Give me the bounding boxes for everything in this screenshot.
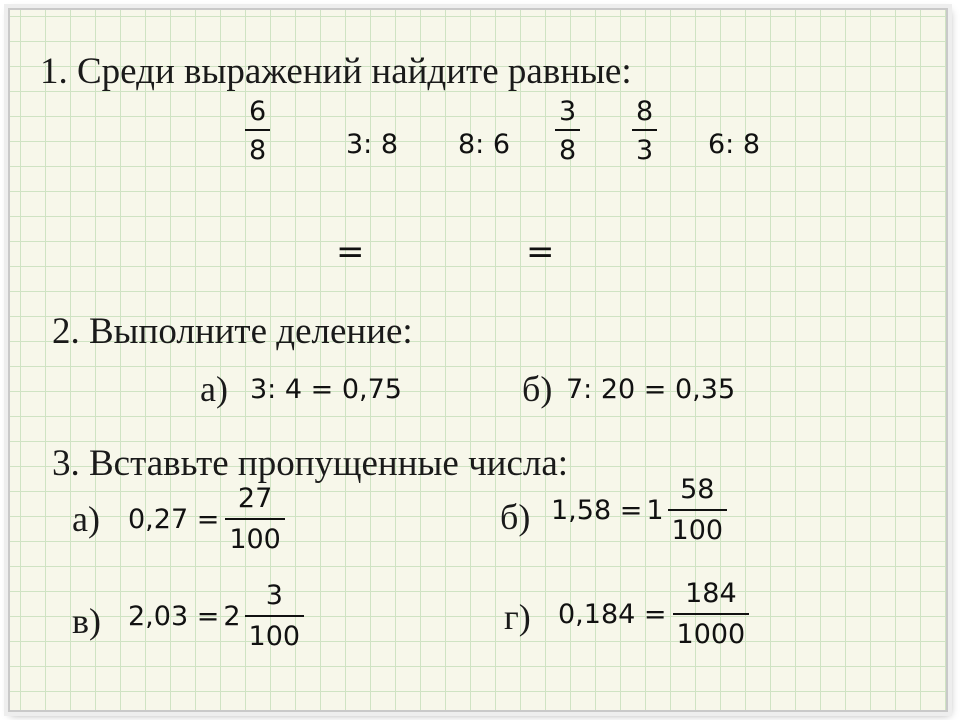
task3-a-expr <box>128 485 285 553</box>
task1-expr-6: 6: 8 <box>708 129 761 160</box>
task3-a-label: а) <box>72 499 100 539</box>
equals-sign: = <box>336 232 365 272</box>
numerator: 8 <box>636 96 654 127</box>
task3-title: 3. Вставьте пропущенные числа: <box>52 443 569 484</box>
decimal-value: 0,27 = <box>128 503 220 535</box>
task1-expr-3: 8: 6 <box>458 129 511 160</box>
decimal-value: 0,184 = <box>558 598 667 630</box>
task2-b-label: б) <box>522 369 553 409</box>
denominator: 1000 <box>673 613 750 648</box>
task1-expr-4 <box>555 98 580 164</box>
numerator: 3 <box>265 580 283 611</box>
decimal-value: 2,03 = <box>128 600 220 632</box>
decimal-value: 1,58 = <box>551 494 643 526</box>
fraction <box>673 580 750 648</box>
task2-title: 2. Выполните деление: <box>52 311 413 352</box>
task1-title: 1. Среди выражений найдите равные: <box>40 51 632 92</box>
denominator: 100 <box>225 518 285 553</box>
task1-expr-2: 3: 8 <box>346 129 399 160</box>
denominator: 100 <box>245 615 305 650</box>
task3-v-label: в) <box>72 601 101 641</box>
equals-sign: = <box>526 232 555 272</box>
denominator: 8 <box>555 129 580 164</box>
denominator: 100 <box>668 509 728 544</box>
denominator: 8 <box>245 129 270 164</box>
whole-part: 2 <box>223 600 241 632</box>
task3-g-expr <box>558 580 749 648</box>
fraction <box>668 476 728 544</box>
task3-b-label: б) <box>500 497 531 537</box>
fraction <box>225 485 285 553</box>
fraction <box>245 582 305 650</box>
denominator: 3 <box>632 129 657 164</box>
task1-expr-1 <box>245 98 270 164</box>
task1-expr-5 <box>632 98 657 164</box>
whole-part: 1 <box>646 494 664 526</box>
worksheet-slide <box>8 8 948 712</box>
task2-b-expr: 7: 20 = 0,35 <box>566 374 736 405</box>
task3-v-expr <box>128 582 304 650</box>
task2-a-label: а) <box>200 369 228 409</box>
task3-b-expr <box>551 476 727 544</box>
task3-g-label: г) <box>504 597 531 637</box>
numerator: 184 <box>685 578 737 609</box>
numerator: 58 <box>680 474 715 505</box>
numerator: 3 <box>559 96 577 127</box>
numerator: 27 <box>237 483 273 514</box>
task2-a-expr: 3: 4 = 0,75 <box>250 374 402 405</box>
numerator: 6 <box>249 96 267 127</box>
